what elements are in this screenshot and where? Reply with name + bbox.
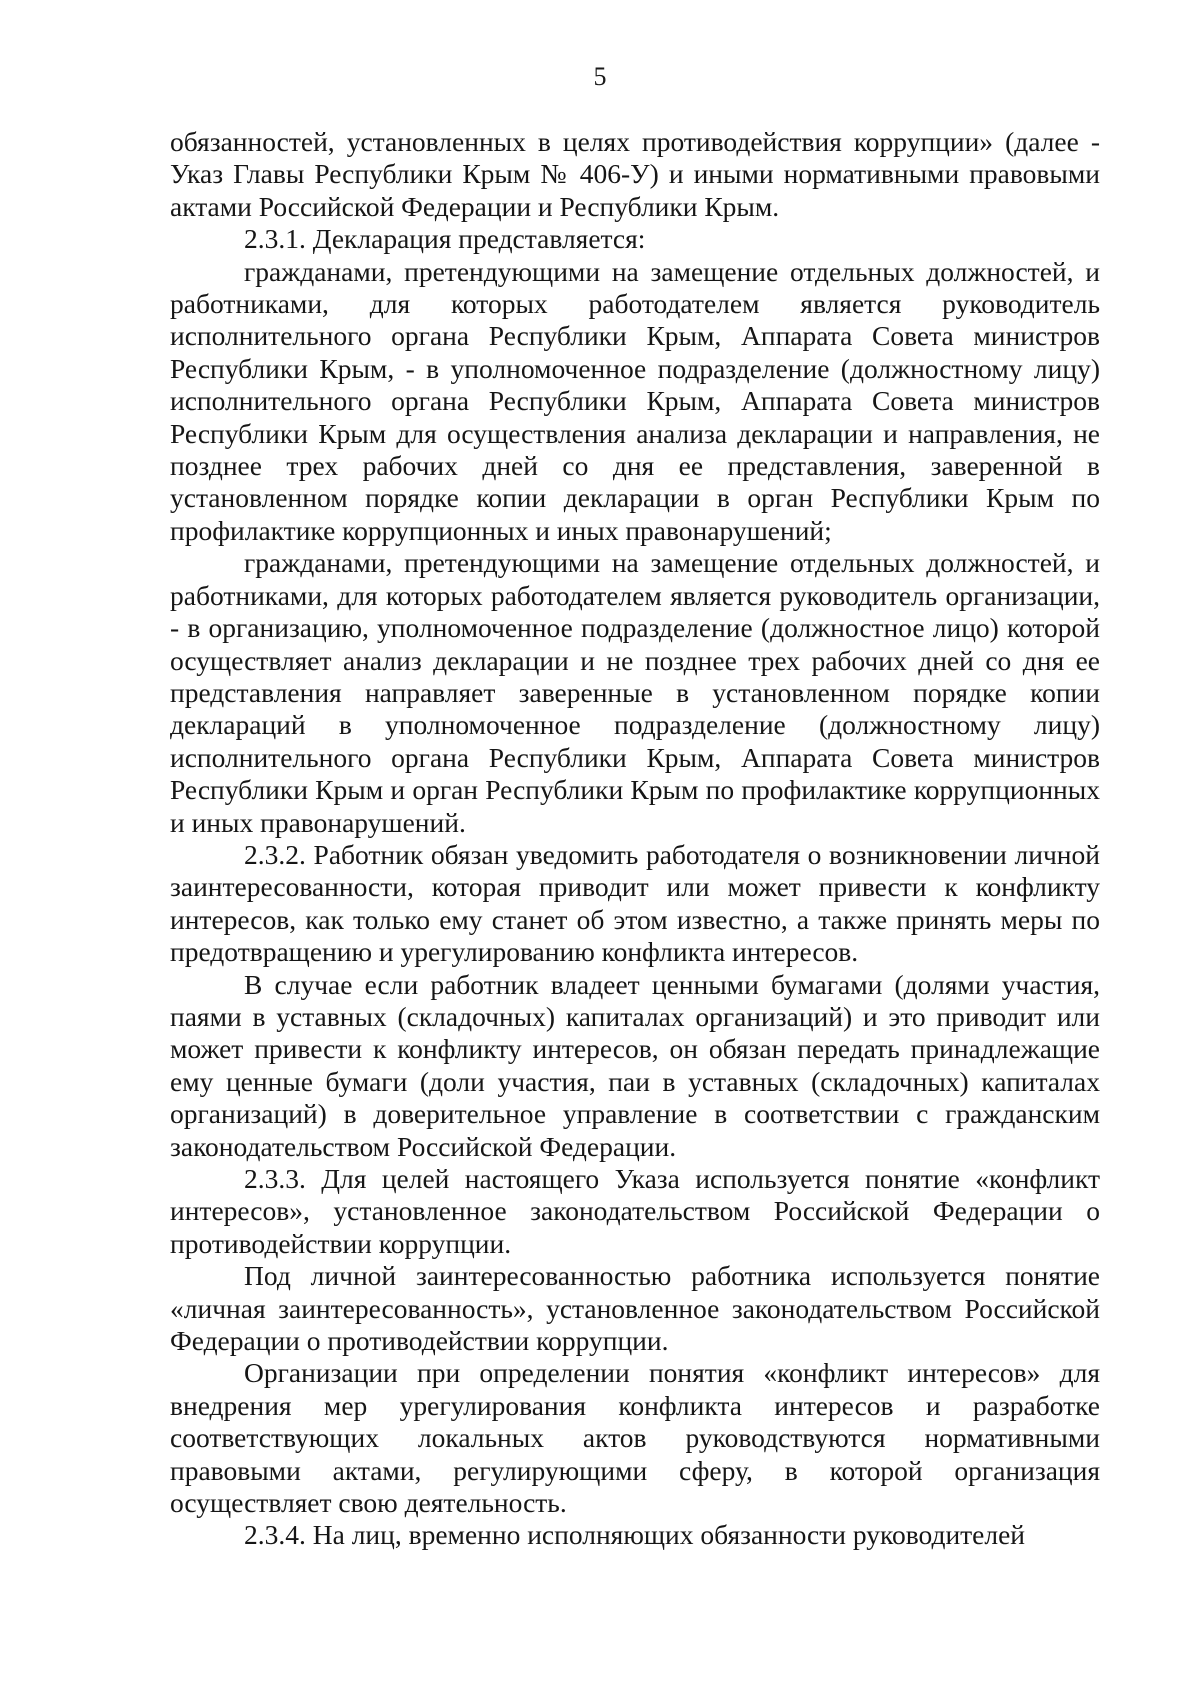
- paragraph-securities: В случае если работник владеет ценными бумагами (долями участия, паями в уставных (складочных) капиталах организаций) и это приводит или может привести к конфликту интересов, он обязан передать принадлежащие ему ценные бумаги (доли участия, паи в уставных (складочных) капиталах организаций) в доверительное управление в соответствии с гражданским законодательством Российской Федерации.: [170, 968, 1100, 1162]
- page-number: 5: [593, 62, 607, 91]
- paragraph-organizations: Организации при определении понятия «конфликт интересов» для внедрения мер урегулирования конфликта интересов и разработке соответствующих локальных актов руководствуются нормативными правовыми актами, регулирующими сферу, в которой организация осуществляет свою деятельность.: [170, 1357, 1100, 1519]
- document-body: [170, 126, 1100, 1552]
- paragraph-citizens-executive-organ: гражданами, претендующими на замещение отдельных должностей, и работниками, для которых работодателем является руководитель исполнительного органа Республики Крым, Аппарата Совета министров Республики Крым, - в уполномоченное подразделение (должностному лицу) исполнительного органа Республики Крым, Аппарата Совета министров Республики Крым для осуществления анализа декларации и направления, не позднее трех рабочих дней со дня ее представления, заверенной в установленном порядке копии декларации в орган Республики Крым по профилактике коррупционных и иных правонарушений;: [170, 255, 1100, 546]
- paragraph-citizens-organization: гражданами, претендующими на замещение отдельных должностей, и работниками, для которых работодателем является руководитель организации, - в организацию, уполномоченное подразделение (должностное лицо) которой осуществляет анализ декларации и не позднее трех рабочих дней со дня ее представления направляет заверенные в установленном порядке копии деклараций в уполномоченное подразделение (должностному лицу) исполнительного органа Республики Крым, Аппарата Совета министров Республики Крым и орган Республики Крым по профилактике коррупционных и иных правонарушений.: [170, 547, 1100, 838]
- paragraph-2-3-3: 2.3.3. Для целей настоящего Указа используется понятие «конфликт интересов», установленное законодательством Российской Федерации о противодействии коррупции.: [170, 1163, 1100, 1259]
- paragraph-2-3-1: 2.3.1. Декларация представляется:: [244, 223, 646, 255]
- paragraph-2-3-4: 2.3.4. На лиц, временно исполняющих обязанности руководителей: [244, 1519, 1026, 1551]
- paragraph-personal-interest: Под личной заинтересованностью работника используется понятие «личная заинтересованность», установленное законодательством Российской Федерации о противодействии коррупции.: [170, 1260, 1100, 1357]
- paragraph-2-3-2: 2.3.2. Работник обязан уведомить работодателя о возникновении личной заинтересованности, которая приводит или может привести к конфликту интересов, как только ему станет об этом известно, а также принять меры по предотвращению и урегулированию конфликта интересов.: [170, 838, 1100, 968]
- paragraph-continuation: обязанностей, установленных в целях противодействия коррупции» (далее - Указ Главы Республики Крым № 406-У) и иными нормативными правовыми актами Российской Федерации и Республики Крым.: [170, 126, 1100, 222]
